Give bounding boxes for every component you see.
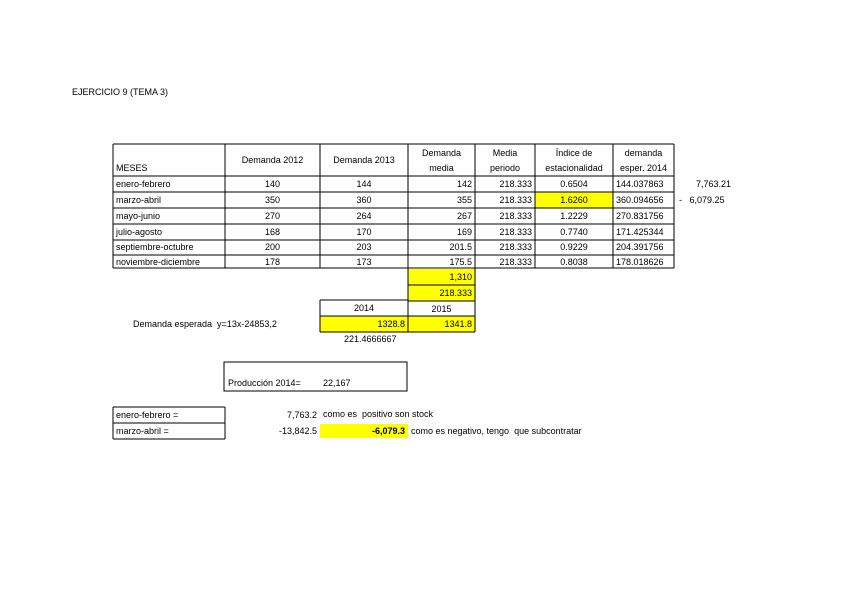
forecast-year-2015: 2015 — [431, 304, 452, 314]
table-cell-indice: 0.7740 — [560, 227, 588, 237]
table-cell-media: 355 — [456, 195, 472, 205]
table-cell-periodo: 218.333 — [499, 211, 532, 221]
page-title: EJERCICIO 9 (TEMA 3) — [72, 87, 169, 97]
header-indice: Índice de — [555, 148, 593, 158]
table-cell-esper: 360.094656 — [616, 195, 664, 205]
table-cell-esper: 270.831756 — [616, 211, 664, 221]
header-media-periodo-2: periodo — [489, 163, 521, 173]
table-cell-esper: 144.037863 — [616, 179, 664, 189]
table-cell-periodo: 218.333 — [499, 195, 532, 205]
table-cell-d2013: 173 — [356, 257, 372, 267]
table-row-mes: marzo-abril — [116, 195, 162, 205]
table-cell-indice: 1.6260 — [560, 195, 588, 205]
table-row-mes: enero-febrero — [116, 179, 171, 189]
table-cell-d2012: 178 — [264, 257, 281, 267]
bottom-row2-highlight: -6,079.3 — [371, 426, 405, 436]
table-cell-d2012: 270 — [264, 211, 281, 221]
header-demanda-media-2: media — [429, 163, 454, 173]
table-cell-periodo: 218.333 — [499, 257, 532, 267]
table-cell-periodo: 218.333 — [499, 227, 532, 237]
produccion-label: Producción 2014= — [228, 378, 301, 388]
table-cell-extra: - 6,079.25 — [679, 195, 725, 205]
table-cell-media: 175.5 — [449, 257, 472, 267]
table-cell-d2012: 200 — [264, 242, 281, 252]
table-row-mes: noviembre-diciembre — [116, 257, 201, 267]
header-demanda-esper: demanda — [624, 148, 663, 158]
table-cell-d2013: 360 — [356, 195, 372, 205]
table-cell-d2012: 140 — [264, 179, 281, 189]
header-indice-2: estacionalidad — [545, 163, 603, 173]
header-demanda-esper-2: esper. 2014 — [619, 163, 668, 173]
total-demanda-media: 1,310 — [449, 272, 472, 282]
header-demanda-media: Demanda — [421, 148, 462, 158]
bottom-row2-label: marzo-abril = — [116, 426, 169, 436]
table-cell-extra: 7,763.21 — [695, 179, 731, 189]
table-cell-d2012: 350 — [264, 195, 281, 205]
bottom-row1-label: enero-febrero = — [116, 410, 179, 420]
table-cell-periodo: 218.333 — [499, 179, 532, 189]
promedio-demanda-media: 218.333 — [439, 288, 472, 298]
forecast-value-2014: 1328.8 — [377, 319, 405, 329]
forecast-value-2015: 1341.8 — [444, 319, 472, 329]
header-media-periodo: Media — [492, 148, 518, 158]
bottom-row2-note: como es negativo, tengo que subcontratar — [411, 426, 582, 436]
table-cell-media: 169 — [456, 227, 472, 237]
bottom-row1-value: 7,763.2 — [286, 410, 317, 420]
table-cell-esper: 171.425344 — [616, 227, 664, 237]
table-cell-esper: 204.391756 — [616, 242, 664, 252]
table-cell-media: 267 — [456, 211, 472, 221]
forecast-label: Demanda esperada y=13x-24853,2 — [133, 319, 277, 329]
table-cell-media: 201.5 — [449, 242, 472, 252]
header-demanda-2012: Demanda 2012 — [241, 155, 304, 165]
header-meses: MESES — [116, 163, 148, 173]
table-cell-periodo: 218.333 — [499, 242, 532, 252]
bottom-row2-value: -13,842.5 — [278, 426, 317, 436]
table-cell-d2013: 203 — [356, 242, 372, 252]
table-cell-indice: 0.6504 — [560, 179, 588, 189]
table-row-mes: septiembre-octubre — [116, 242, 194, 252]
header-demanda-2013: Demanda 2013 — [333, 155, 395, 165]
forecast-year-2014: 2014 — [353, 303, 375, 313]
bottom-row1-note: como es positivo son stock — [323, 409, 434, 419]
table-cell-media: 142 — [456, 179, 472, 189]
table-cell-d2013: 170 — [356, 227, 372, 237]
table-cell-indice: 0.9229 — [560, 242, 588, 252]
table-row-mes: mayo-junio — [116, 211, 161, 221]
table-cell-d2013: 144 — [356, 179, 372, 189]
forecast-below-value: 221.4666667 — [344, 334, 397, 344]
produccion-value: 22,167 — [323, 378, 351, 388]
table-cell-indice: 1.2229 — [560, 211, 588, 221]
table-cell-d2012: 168 — [264, 227, 281, 237]
table-row-mes: julio-agosto — [116, 227, 163, 237]
table-cell-d2013: 264 — [356, 211, 372, 221]
table-cell-esper: 178.018626 — [616, 257, 664, 267]
table-cell-indice: 0.8038 — [560, 257, 588, 267]
